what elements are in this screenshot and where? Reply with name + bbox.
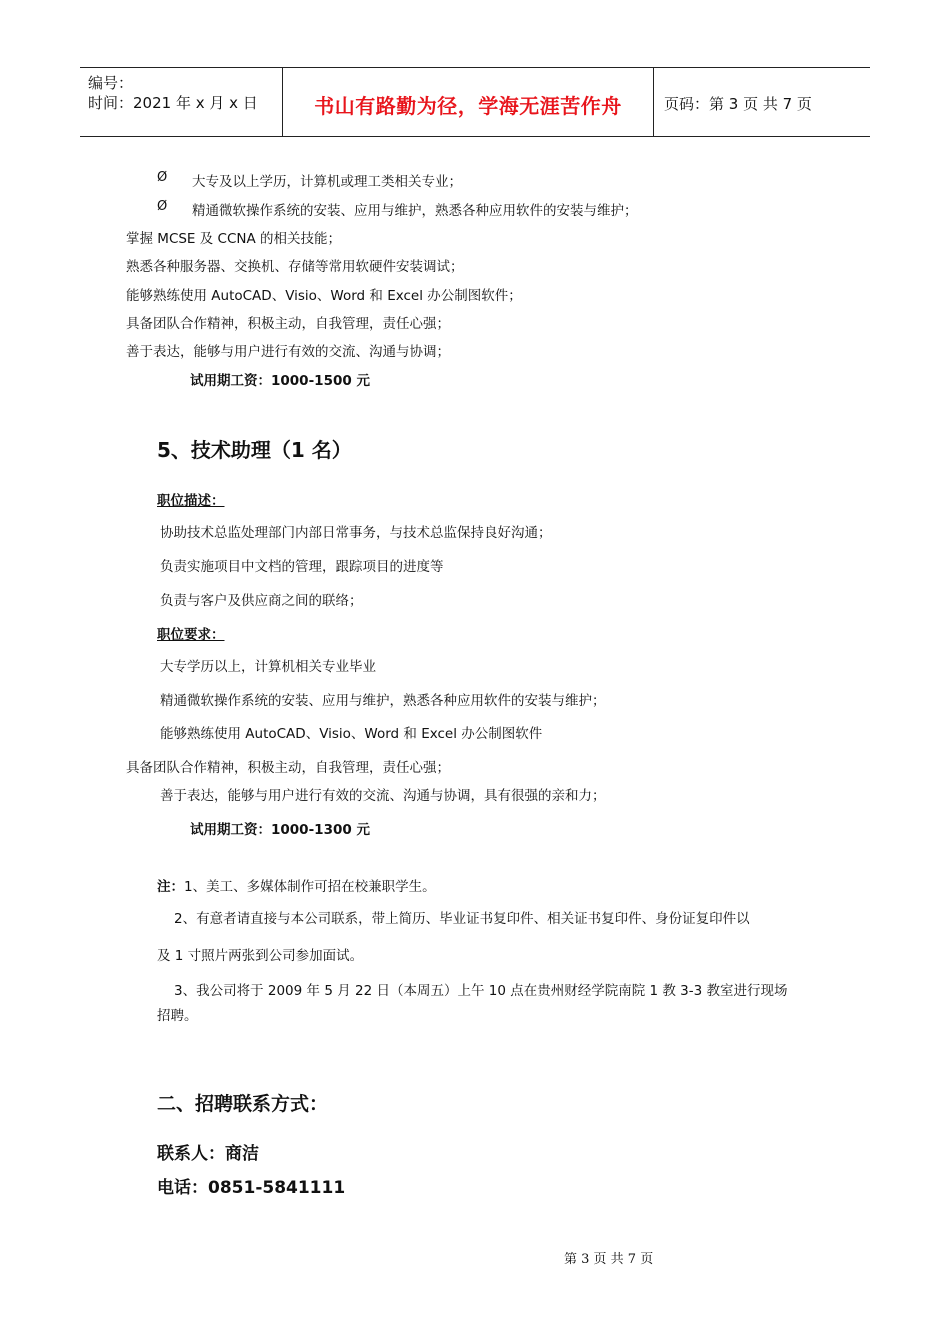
header-page-cell	[654, 68, 870, 136]
req-label: 职位要求：	[157, 627, 225, 643]
list-item: 能够熟练使用 AutoCAD、Visio、Word 和 Excel 办公制图软件	[160, 726, 543, 742]
list-item: 负责与客户及供应商之间的联络；	[160, 593, 363, 609]
list-item: 协助技术总监处理部门内部日常事务，与技术总监保持良好沟通；	[160, 525, 552, 541]
salary-text: 试用期工资：1000-1300 元	[190, 822, 370, 838]
header-meta-cell	[80, 68, 283, 136]
list-item: 善于表达，能够与用户进行有效的交流、沟通与协调，具有很强的亲和力；	[160, 788, 606, 804]
contact-phone: 电话：0851-5841111	[157, 1178, 346, 1198]
note-2-line-1: 2、有意者请直接与本公司联系，带上简历、毕业证书复印件、相关证书复印件、身份证复印件以	[174, 911, 750, 927]
text-line: 善于表达，能够与用户进行有效的交流、沟通与协调；	[126, 344, 450, 360]
date-label: 时间：2021 年 x 月 x 日	[88, 94, 258, 112]
list-item: 具备团队合作精神，积极主动，自我管理，责任心强；	[126, 760, 450, 776]
text-line: 熟悉各种服务器、交换机、存储等常用软硬件安装调试；	[126, 259, 464, 275]
text-line: 具备团队合作精神，积极主动，自我管理，责任心强；	[126, 316, 450, 332]
desc-label: 职位描述：	[157, 493, 225, 509]
page-footer: 第 3 页 共 7 页	[564, 1252, 654, 1267]
page-info: 页码：第 3 页 共 7 页	[664, 95, 812, 113]
note-2-line-2: 及 1 寸照片两张到公司参加面试。	[157, 948, 364, 964]
code-label: 编号：	[88, 74, 134, 92]
bullet-icon: Ø	[157, 170, 168, 185]
note-3-line-2: 招聘。	[157, 1008, 198, 1024]
list-item: 负责实施项目中文档的管理，跟踪项目的进度等	[160, 559, 444, 575]
header-motto-cell	[283, 68, 654, 136]
motto-text: 书山有路勤为径，学海无涯苦作舟	[314, 94, 622, 118]
contact-section-title: 二、招聘联系方式：	[157, 1093, 329, 1115]
text-line: 掌握 MCSE 及 CCNA 的相关技能；	[126, 231, 342, 247]
list-item: 精通微软操作系统的安装、应用与维护，熟悉各种应用软件的安装与维护；	[192, 203, 638, 219]
list-item: 大专及以上学历，计算机或理工类相关专业；	[192, 174, 462, 190]
text-line: 能够熟练使用 AutoCAD、Visio、Word 和 Excel 办公制图软件；	[126, 288, 522, 304]
note-1-text: 1、美工、多媒体制作可招在校兼职学生。	[184, 879, 436, 895]
salary-text: 试用期工资：1000-1500 元	[190, 373, 370, 389]
note-3-line-1: 3、我公司将于 2009 年 5 月 22 日（本周五）上午 10 点在贵州财经学院南院 1 教 3-3 教室进行现场	[174, 983, 788, 999]
list-item: 精通微软操作系统的安装、应用与维护，熟悉各种应用软件的安装与维护；	[160, 693, 606, 709]
note-1	[157, 875, 436, 895]
contact-person: 联系人：商洁	[157, 1144, 259, 1164]
section-title: 5、技术助理（1 名）	[157, 438, 352, 462]
note-label: 注：	[157, 879, 184, 895]
bullet-icon: Ø	[157, 199, 168, 214]
list-item: 大专学历以上，计算机相关专业毕业	[160, 659, 376, 675]
page-header-table	[80, 67, 870, 137]
